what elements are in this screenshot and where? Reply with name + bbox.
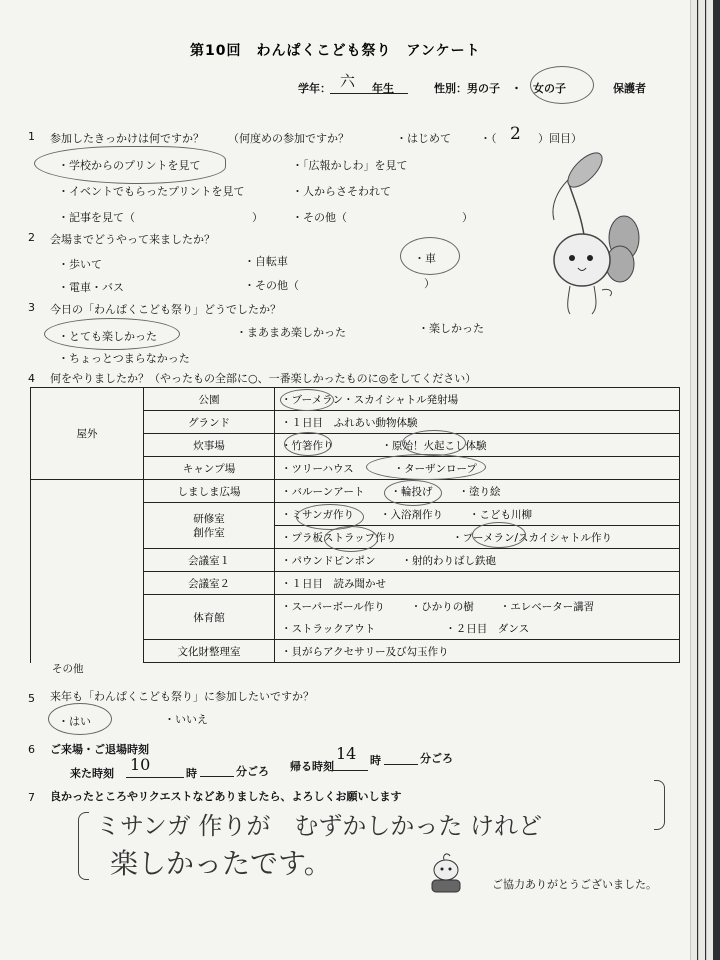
circle-mark: [324, 526, 378, 552]
answer-text-line1: ミサンガ 作りが むずかしかった けれど: [96, 812, 543, 840]
q1-option: ・イベントでもらったプリントを見て: [58, 185, 245, 198]
circle-mark: [530, 66, 594, 104]
activity-item: ・射的わりばし鉄砲: [401, 554, 496, 567]
location-cell: キャンプ場: [144, 457, 275, 480]
grade-suffix: 年生: [372, 82, 394, 95]
minute-underline: [384, 764, 418, 765]
q2-option: ）: [424, 277, 435, 290]
q6-question: ご来場・ご退場時刻: [50, 743, 149, 756]
activity-item: ・原始！火起こし体験: [381, 439, 487, 452]
activity-item: ・ターザンロープ: [393, 462, 477, 475]
hour-unit: 時: [370, 754, 381, 767]
circle-mark: [48, 703, 112, 735]
paper-stack-edge: [698, 0, 705, 960]
location-cell: しましま広場: [144, 480, 275, 503]
q1-option: ・人からさそわれて: [292, 185, 391, 198]
q5-question: 来年も「わんぱくこども祭り」に参加したいですか？: [50, 690, 314, 703]
location-cell: 公園: [144, 388, 275, 411]
activity-item: ・エレベーター講習: [499, 600, 595, 613]
answer-bracket-left: [78, 812, 89, 880]
hour-unit: 時: [186, 767, 197, 780]
minute-unit: 分ごろ: [236, 765, 269, 778]
circle-mark: [402, 430, 466, 456]
q1-option: ・学校からのプリントを見て: [58, 159, 201, 172]
q1-sub: （何度めの参加ですか？: [228, 132, 349, 145]
activity-item: ・貝がらアクセサリー及び勾玉作り: [281, 645, 449, 658]
location-label: 研修室 創作室: [193, 512, 225, 539]
activity-item: ・１日目 読み聞かせ: [281, 577, 386, 590]
category-cell: [31, 480, 144, 663]
location-cell: 会議室２: [144, 572, 275, 595]
q1-option: ）: [252, 211, 263, 224]
circle-mark: [472, 522, 526, 548]
activity-cell: [275, 595, 680, 618]
q1-option: ・その他（: [292, 211, 347, 224]
grade-value: 六: [340, 72, 356, 90]
activity-item: ・輪投げ: [390, 485, 433, 498]
q7-number: 7: [28, 791, 35, 804]
q4-number: 4: [28, 372, 35, 385]
q3-option: ・まあまあ楽しかった: [236, 326, 346, 339]
minute-unit: 分ごろ: [420, 752, 453, 765]
footer-thanks: ご協力ありがとうございました。: [492, 878, 657, 891]
circle-mark: [44, 318, 180, 350]
mascot-illustration: [540, 140, 660, 320]
q1-option: ）: [462, 211, 473, 224]
q3-number: 3: [28, 301, 35, 314]
paper-stack-edge: [690, 0, 697, 960]
q1-option: ・記事を見て（: [58, 211, 135, 224]
q1-first: ・はじめて: [396, 132, 451, 145]
q2-option: ・車: [414, 252, 436, 265]
arrive-label: 来た時刻: [70, 767, 114, 780]
q2-option: ・自転車: [244, 255, 288, 268]
q3-option: ・とても楽しかった: [58, 330, 157, 343]
activity-cell: [275, 640, 680, 663]
q3-option: ・ちょっとつまらなかった: [58, 352, 190, 365]
location-cell: 文化財整理室: [144, 640, 275, 663]
category-cell: 屋外: [31, 388, 144, 480]
location-cell: グランド: [144, 411, 275, 434]
activity-cell: [275, 411, 680, 434]
q7-question: 良かったところやリクエストなどありましたら、よろしくお願いします: [50, 790, 402, 803]
leave-underline: [330, 770, 368, 771]
activity-item: ・ミサンガ作り: [281, 508, 354, 521]
answer-bracket-right: [654, 780, 665, 830]
page-title: 第10回 わんぱくこども祭り アンケート: [190, 43, 481, 59]
activity-item: ・パウンドピンポン: [281, 554, 376, 567]
grade-label: 学年：: [298, 82, 331, 95]
circle-mark: [280, 389, 334, 411]
q4-question: 何をやりましたか？（やったもの全部に○、一番楽しかったものに◎をしてください）: [50, 372, 477, 385]
location-cell: 会議室１: [144, 549, 275, 572]
q1-times-suffix: ）回目）: [538, 132, 582, 145]
circle-mark: [366, 454, 486, 480]
activity-item: ・竹箸作り: [281, 439, 334, 452]
q2-option: ・その他（: [244, 279, 299, 292]
activity-item: ・プラ板ストラップ作り: [281, 531, 397, 544]
leave-hour: 14: [336, 744, 357, 763]
q2-number: 2: [28, 231, 35, 244]
circle-mark: [284, 432, 332, 456]
activity-item: ・スーパーボール作り: [281, 600, 385, 613]
q5-option: ・いいえ: [164, 713, 208, 726]
location-cell: 体育館: [144, 595, 275, 640]
activity-item: ・ひかりの樹: [410, 600, 474, 613]
q6-number: 6: [28, 743, 35, 756]
location-cell: 炊事場: [144, 434, 275, 457]
circle-mark: [34, 146, 226, 184]
q1-question: 参加したきっかけは何ですか？: [50, 132, 204, 145]
q1-option: ・「広報かしわ」を見て: [292, 159, 408, 172]
q1-times-value: 2: [510, 124, 521, 144]
grade-underline: [330, 93, 408, 94]
activity-cell: [275, 549, 680, 572]
circle-mark: [400, 237, 460, 275]
activity-cell: [275, 480, 680, 503]
guardian-label: 保護者: [613, 82, 646, 95]
q1-number: 1: [28, 130, 35, 143]
activity-cell: [275, 434, 680, 457]
activity-item: ・ストラックアウト: [281, 622, 376, 635]
table-row: [31, 480, 680, 503]
q5-option: ・はい: [58, 715, 91, 728]
activity-cell: [275, 572, 680, 595]
q5-number: 5: [28, 692, 35, 705]
q2-question: 会場までどうやって来ましたか？: [50, 233, 215, 246]
location-cell: [144, 503, 275, 549]
activity-cell: [275, 617, 680, 640]
arrive-hour: 10: [130, 755, 151, 774]
q1-times-prefix: ・（: [480, 132, 497, 145]
circle-mark: [384, 480, 442, 506]
q3-question: 今日の「わんぱくこども祭り」どうでしたか？: [50, 303, 281, 316]
activity-item: ・１日目 ふれあい動物体験: [281, 416, 418, 429]
activity-item: ・入浴剤作り: [379, 508, 443, 521]
activity-item: ・ブーメラン/スカイシャトル作り: [452, 531, 612, 544]
activity-cell: [275, 388, 680, 411]
gender-label: 性別：男の子 ・ 女の子: [434, 82, 566, 95]
activity-item: ・こども川柳: [468, 508, 532, 521]
activity-item: ・バルーンアート: [281, 485, 365, 498]
q2-option: ・歩いて: [58, 258, 102, 271]
leave-label: 帰る時刻: [290, 760, 334, 773]
arrive-underline: [126, 777, 184, 778]
minute-underline: [200, 776, 234, 777]
table-row: [31, 388, 680, 411]
category-other: その他: [52, 663, 84, 675]
q2-option: ・電車・バス: [58, 281, 124, 294]
answer-text-line2: 楽しかったです。: [110, 847, 332, 880]
small-mascot-illustration: [424, 852, 468, 898]
activity-item: ・２日目 ダンス: [445, 622, 530, 635]
activity-item: ・ブーメラン・スカイシャトル発射場: [281, 393, 459, 406]
activity-item: ・ツリーハウス: [281, 462, 354, 475]
paper-stack-edge: [706, 0, 713, 960]
q3-option: ・楽しかった: [418, 322, 484, 335]
activity-item: ・塗り絵: [458, 485, 501, 498]
